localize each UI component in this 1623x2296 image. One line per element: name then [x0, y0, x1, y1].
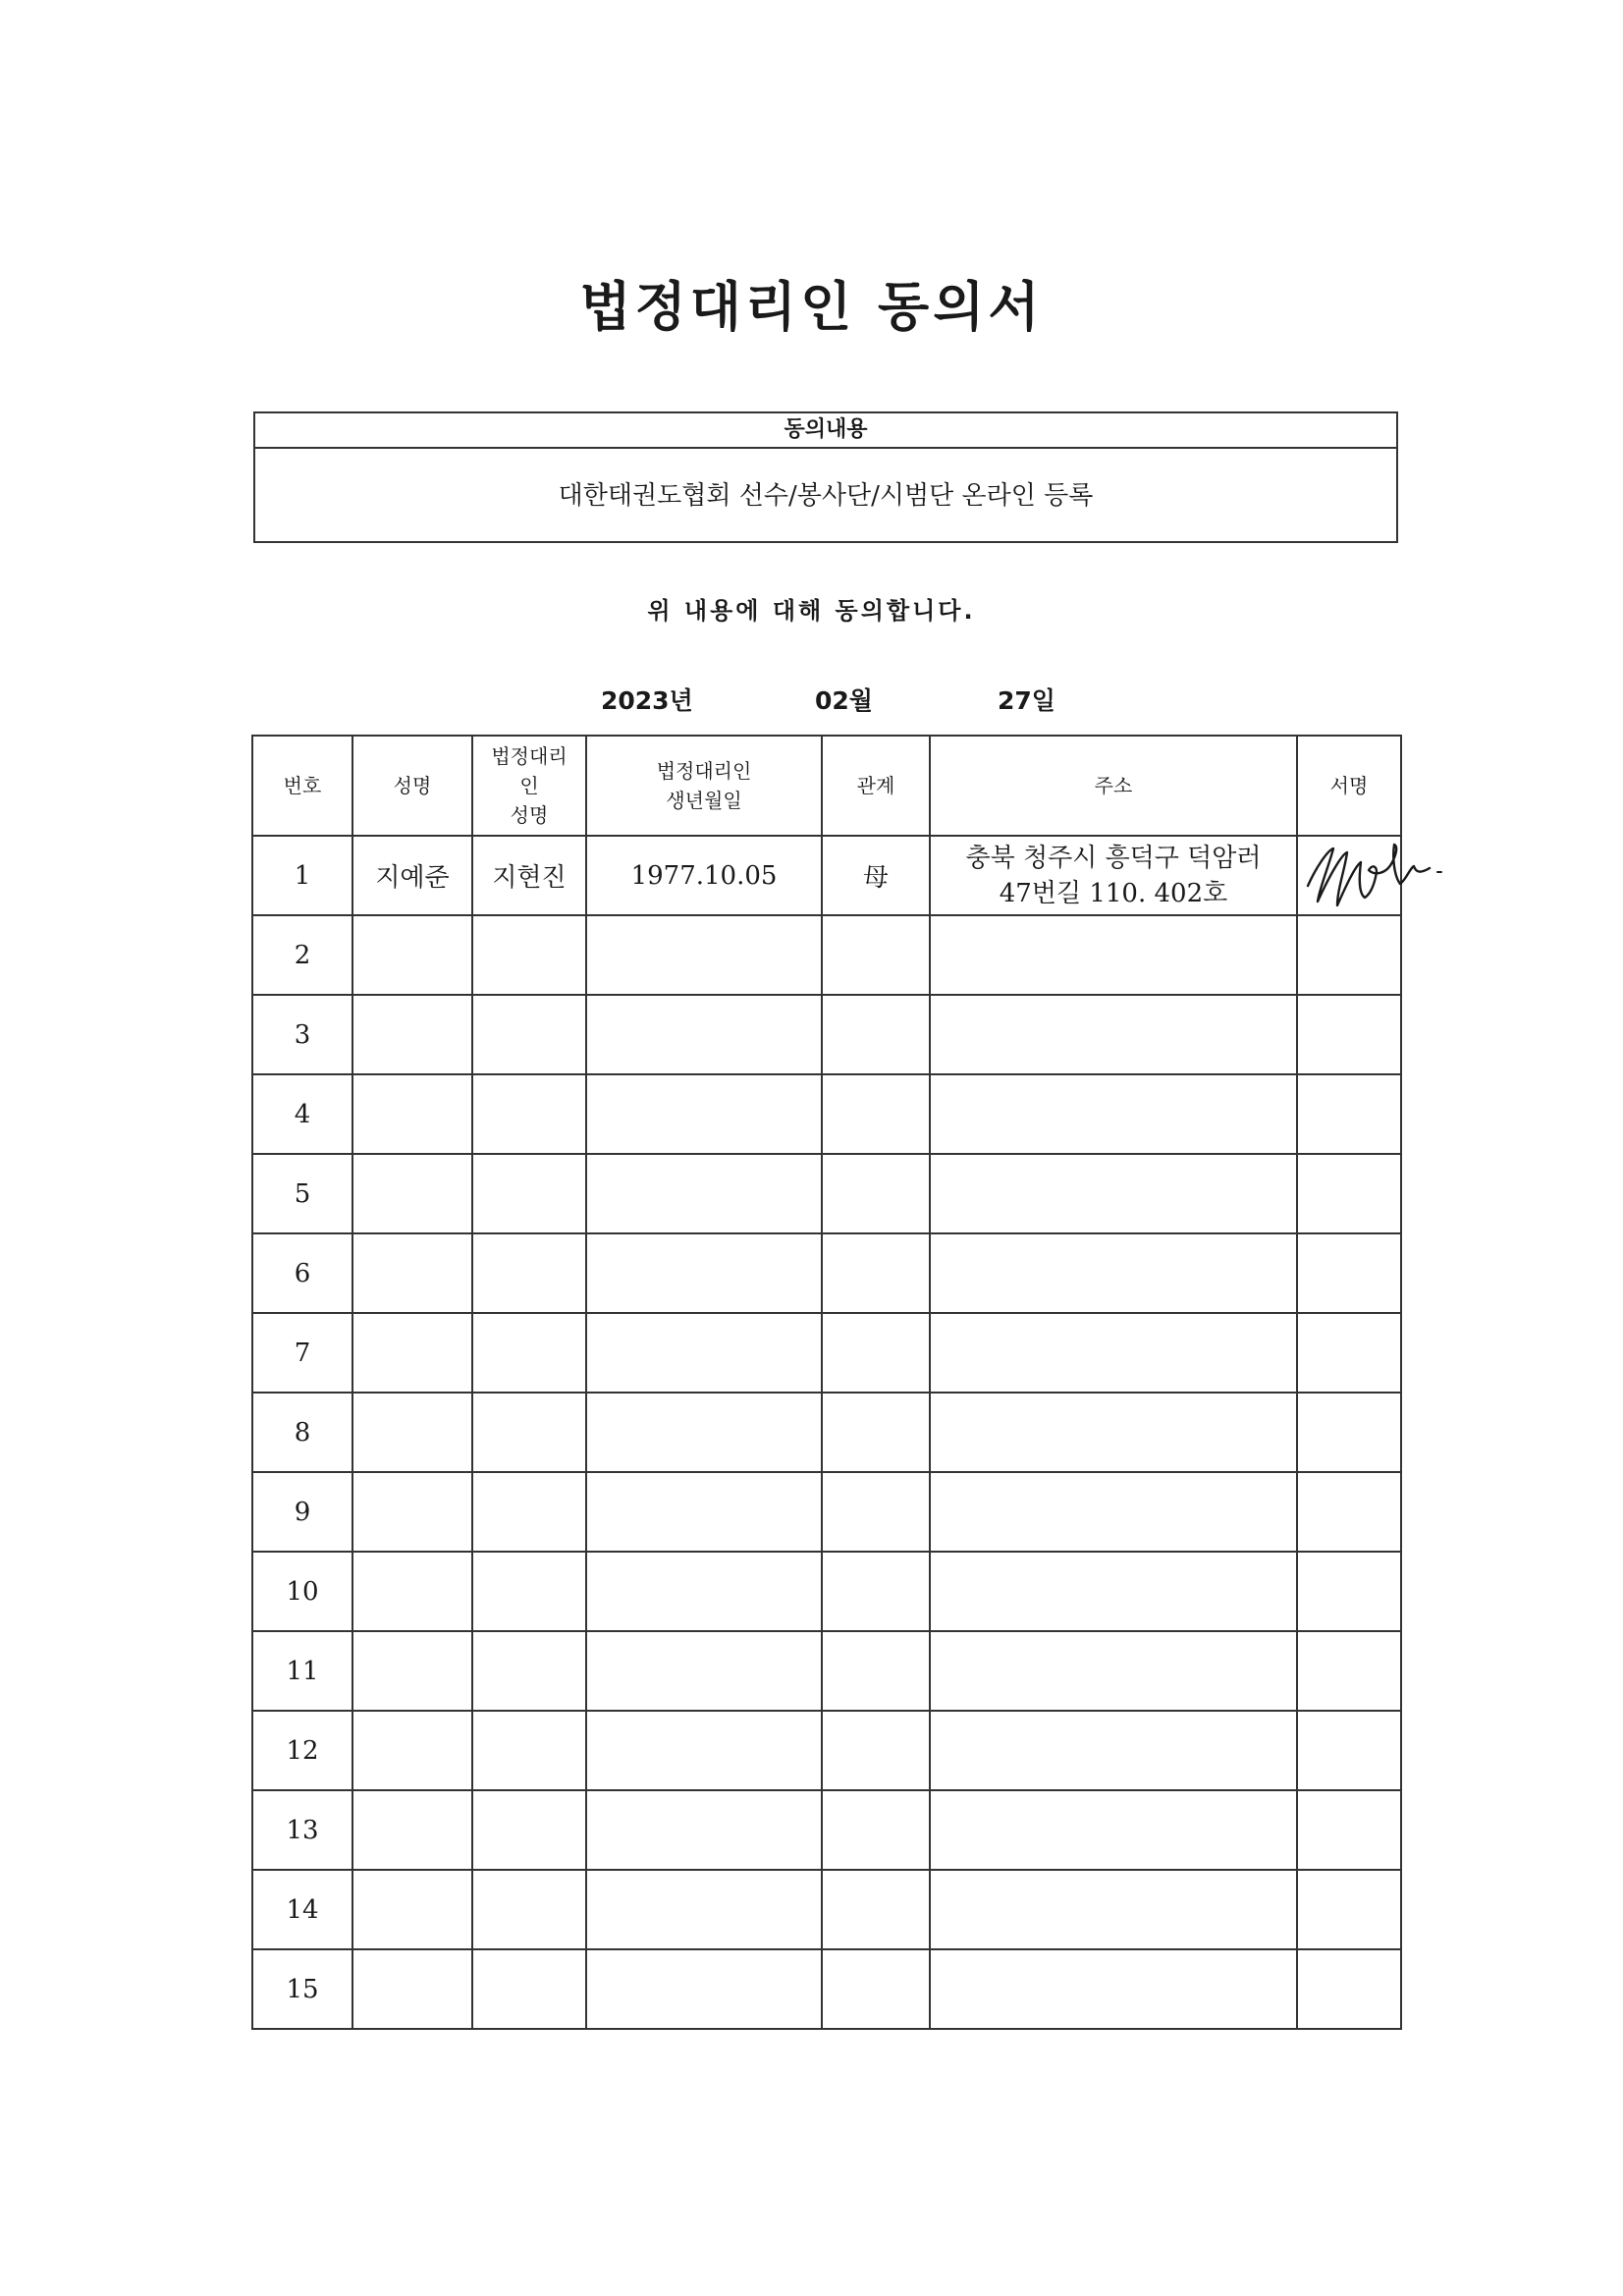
row-signature	[1297, 1472, 1401, 1552]
row-address	[930, 1949, 1297, 2029]
consent-content: 대한태권도협회 선수/봉사단/시범단 온라인 등록	[558, 481, 1094, 511]
row-guardian-name	[472, 915, 586, 995]
row-relation	[822, 1233, 930, 1313]
row-number: 1	[252, 836, 352, 915]
row-guardian-name	[472, 1790, 586, 1870]
row-number: 8	[252, 1393, 352, 1472]
row-number: 9	[252, 1472, 352, 1552]
row-guardian-birth	[586, 1711, 822, 1790]
row-signature	[1297, 995, 1401, 1074]
header-number: 번호	[252, 736, 352, 836]
row-name	[352, 1552, 472, 1631]
row-number: 15	[252, 1949, 352, 2029]
row-number: 6	[252, 1233, 352, 1313]
table-row	[252, 1393, 1401, 1472]
row-address	[930, 1552, 1297, 1631]
table-row	[252, 836, 1401, 915]
row-guardian-birth	[586, 1790, 822, 1870]
row-name	[352, 1074, 472, 1154]
row-number: 3	[252, 995, 352, 1074]
row-address	[930, 1472, 1297, 1552]
row-guardian-name	[472, 1074, 586, 1154]
row-name: 지예준	[352, 836, 472, 915]
table-row	[252, 995, 1401, 1074]
table-row	[252, 1711, 1401, 1790]
header-name: 성명	[352, 736, 472, 836]
row-name	[352, 915, 472, 995]
row-guardian-name	[472, 1870, 586, 1949]
row-signature	[1297, 1552, 1401, 1631]
row-signature	[1297, 1949, 1401, 2029]
header-guardian-birth-line2: 생년월일	[666, 789, 742, 812]
row-relation	[822, 1074, 930, 1154]
row-name	[352, 1154, 472, 1233]
row-address	[930, 1711, 1297, 1790]
table-row	[252, 1074, 1401, 1154]
table-row	[252, 1233, 1401, 1313]
row-guardian-birth	[586, 1393, 822, 1472]
row-guardian-name: 지현진	[472, 836, 586, 915]
row-signature	[1297, 1233, 1401, 1313]
document-title: 법정대리인 동의서	[579, 275, 1044, 338]
row-guardian-birth	[586, 915, 822, 995]
row-signature	[1297, 915, 1401, 995]
row-guardian-name	[472, 1949, 586, 2029]
row-name	[352, 1949, 472, 2029]
row-address	[930, 915, 1297, 995]
row-address	[930, 1233, 1297, 1313]
row-guardian-name	[472, 995, 586, 1074]
row-relation	[822, 915, 930, 995]
row-signature	[1297, 1790, 1401, 1870]
row-guardian-birth	[586, 1631, 822, 1711]
row-name	[352, 1790, 472, 1870]
agreement-statement: 위 내용에 대해 동의합니다.	[647, 597, 976, 625]
row-guardian-birth	[586, 1472, 822, 1552]
row-relation	[822, 1154, 930, 1233]
row-relation	[822, 1472, 930, 1552]
row-signature	[1297, 1711, 1401, 1790]
row-relation	[822, 1313, 930, 1393]
row-guardian-name	[472, 1313, 586, 1393]
row-number: 2	[252, 915, 352, 995]
table-row	[252, 915, 1401, 995]
row-guardian-birth	[586, 1074, 822, 1154]
table-row	[252, 1154, 1401, 1233]
row-number: 13	[252, 1790, 352, 1870]
row-guardian-birth	[586, 1154, 822, 1233]
row-relation	[822, 1870, 930, 1949]
row-signature	[1297, 1313, 1401, 1393]
row-address	[930, 1074, 1297, 1154]
guardian-table	[251, 735, 1402, 2030]
date-year: 2023년	[601, 686, 693, 715]
row-address	[930, 1631, 1297, 1711]
row-guardian-name	[472, 1552, 586, 1631]
row-guardian-name	[472, 1711, 586, 1790]
row-number: 5	[252, 1154, 352, 1233]
table-header-row	[252, 736, 1401, 836]
consent-box	[253, 411, 1398, 543]
handwritten-signature	[1298, 829, 1445, 917]
header-guardian-name-line1: 법정대리	[491, 744, 568, 768]
row-guardian-birth: 1977.10.05	[586, 836, 822, 915]
row-guardian-birth	[586, 1949, 822, 2029]
row-relation	[822, 995, 930, 1074]
row-name	[352, 1711, 472, 1790]
row-address	[930, 1313, 1297, 1393]
row-guardian-birth	[586, 995, 822, 1074]
row-name	[352, 1870, 472, 1949]
row-guardian-birth	[586, 1233, 822, 1313]
row-guardian-birth	[586, 1870, 822, 1949]
row-number: 10	[252, 1552, 352, 1631]
row-name	[352, 1393, 472, 1472]
table-row	[252, 1870, 1401, 1949]
row-signature	[1297, 1631, 1401, 1711]
table-row	[252, 1472, 1401, 1552]
table-row	[252, 1949, 1401, 2029]
row-name	[352, 1313, 472, 1393]
row-address-line1: 충북 청주시 흥덕구 덕암러	[965, 843, 1262, 873]
row-number: 12	[252, 1711, 352, 1790]
row-relation: 母	[822, 836, 930, 915]
row-guardian-name	[472, 1393, 586, 1472]
row-address	[930, 1790, 1297, 1870]
row-signature	[1297, 1074, 1401, 1154]
header-guardian-birth	[586, 736, 822, 836]
row-address	[930, 1154, 1297, 1233]
row-name	[352, 1631, 472, 1711]
row-relation	[822, 1711, 930, 1790]
header-guardian-name-line3: 성명	[510, 803, 549, 827]
row-signature	[1297, 1393, 1401, 1472]
row-relation	[822, 1631, 930, 1711]
consent-header: 동의내용	[255, 413, 1396, 449]
row-guardian-name	[472, 1154, 586, 1233]
row-signature	[1297, 1154, 1401, 1233]
row-relation	[822, 1393, 930, 1472]
header-signature: 서명	[1297, 736, 1401, 836]
header-relation: 관계	[822, 736, 930, 836]
row-guardian-name	[472, 1472, 586, 1552]
row-name	[352, 995, 472, 1074]
row-name	[352, 1233, 472, 1313]
row-number: 11	[252, 1631, 352, 1711]
row-address	[930, 1393, 1297, 1472]
row-guardian-name	[472, 1631, 586, 1711]
row-number: 7	[252, 1313, 352, 1393]
table-row	[252, 1631, 1401, 1711]
row-signature	[1297, 836, 1401, 915]
row-address	[930, 1870, 1297, 1949]
row-relation	[822, 1949, 930, 2029]
table-row	[252, 1790, 1401, 1870]
row-guardian-birth	[586, 1552, 822, 1631]
row-address	[930, 995, 1297, 1074]
header-guardian-birth-line1: 법정대리인	[656, 759, 752, 783]
table-row	[252, 1313, 1401, 1393]
row-guardian-name	[472, 1233, 586, 1313]
header-guardian-name	[472, 736, 586, 836]
date-day: 27일	[998, 686, 1055, 715]
header-guardian-name-line2: 인	[519, 774, 539, 797]
date-month: 02월	[815, 686, 873, 715]
header-address: 주소	[930, 736, 1297, 836]
row-relation	[822, 1552, 930, 1631]
row-signature	[1297, 1870, 1401, 1949]
row-address-line2: 47번길 110. 402호	[999, 878, 1228, 908]
row-relation	[822, 1790, 930, 1870]
row-number: 4	[252, 1074, 352, 1154]
row-name	[352, 1472, 472, 1552]
row-number: 14	[252, 1870, 352, 1949]
row-guardian-birth	[586, 1313, 822, 1393]
table-row	[252, 1552, 1401, 1631]
row-address	[930, 836, 1297, 915]
